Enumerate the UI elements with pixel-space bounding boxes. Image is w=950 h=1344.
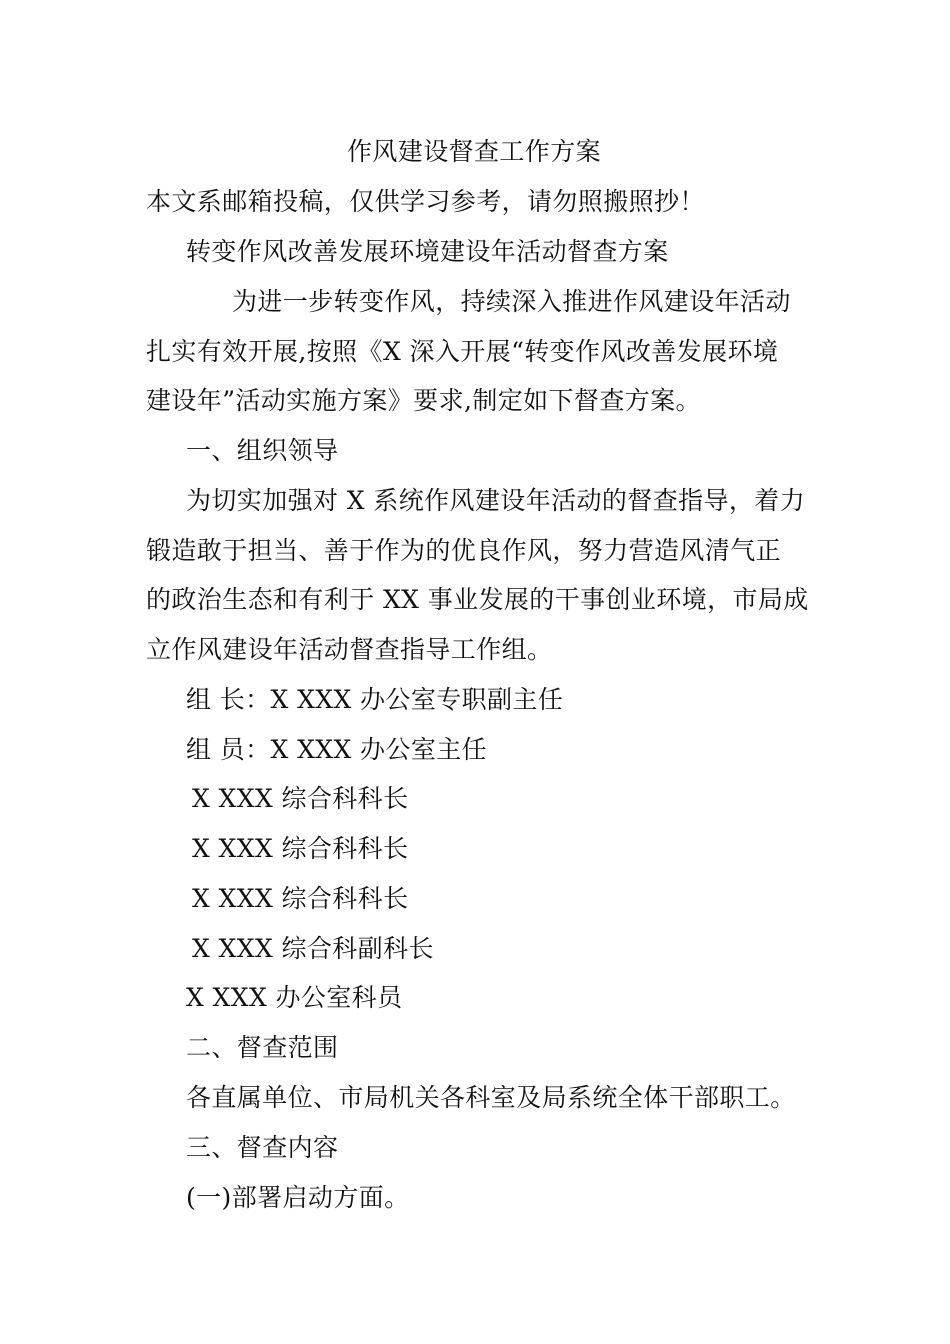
organization-line-2: 锻造敢于担当、善于作为的优良作风，努力营造风清气正 <box>146 536 782 565</box>
group-member-line: X XXX 综合科科长 <box>192 834 409 863</box>
group-member-line: X XXX 办公室科员 <box>186 983 403 1012</box>
group-member-line: X XXX 综合科科长 <box>192 784 409 813</box>
organization-line-1: 为切实加强对 X 系统作风建设年活动的督查指导，着力 <box>186 486 806 515</box>
document-title: 作风建设督查工作方案 <box>347 137 602 166</box>
group-leader-line: 组 长：X XXX 办公室专职副主任 <box>186 685 564 714</box>
submission-notice: 本文系邮箱投稿，仅供学习参考，请勿照搬照抄！ <box>146 187 705 216</box>
document-subtitle: 转变作风改善发展环境建设年活动督查方案 <box>186 237 669 266</box>
group-member-line: X XXX 综合科科长 <box>192 884 409 913</box>
organization-line-4: 立作风建设年活动督查指导工作组。 <box>146 635 553 664</box>
group-member-line: 组 员：X XXX 办公室主任 <box>186 735 488 764</box>
section-heading-scope: 二、督查范围 <box>186 1033 339 1062</box>
intro-line-1: 为进一步转变作风，持续深入推进作风建设年活动 <box>232 287 791 316</box>
section-heading-content: 三、督查内容 <box>186 1133 339 1162</box>
scope-text: 各直属单位、市局机关各科室及局系统全体干部职工。 <box>186 1083 796 1112</box>
intro-line-2: 扎实有效开展,按照《X 深入开展“转变作风改善发展环境 <box>146 337 779 366</box>
section-heading-organization: 一、组织领导 <box>186 436 339 465</box>
intro-line-3: 建设年”活动实施方案》要求,制定如下督查方案。 <box>146 386 701 415</box>
group-member-line: X XXX 综合科副科长 <box>192 934 434 963</box>
subsection-deployment: (一)部署启动方面。 <box>186 1183 410 1212</box>
organization-line-3: 的政治生态和有利于 XX 事业发展的干事创业环境，市局成 <box>146 585 809 614</box>
